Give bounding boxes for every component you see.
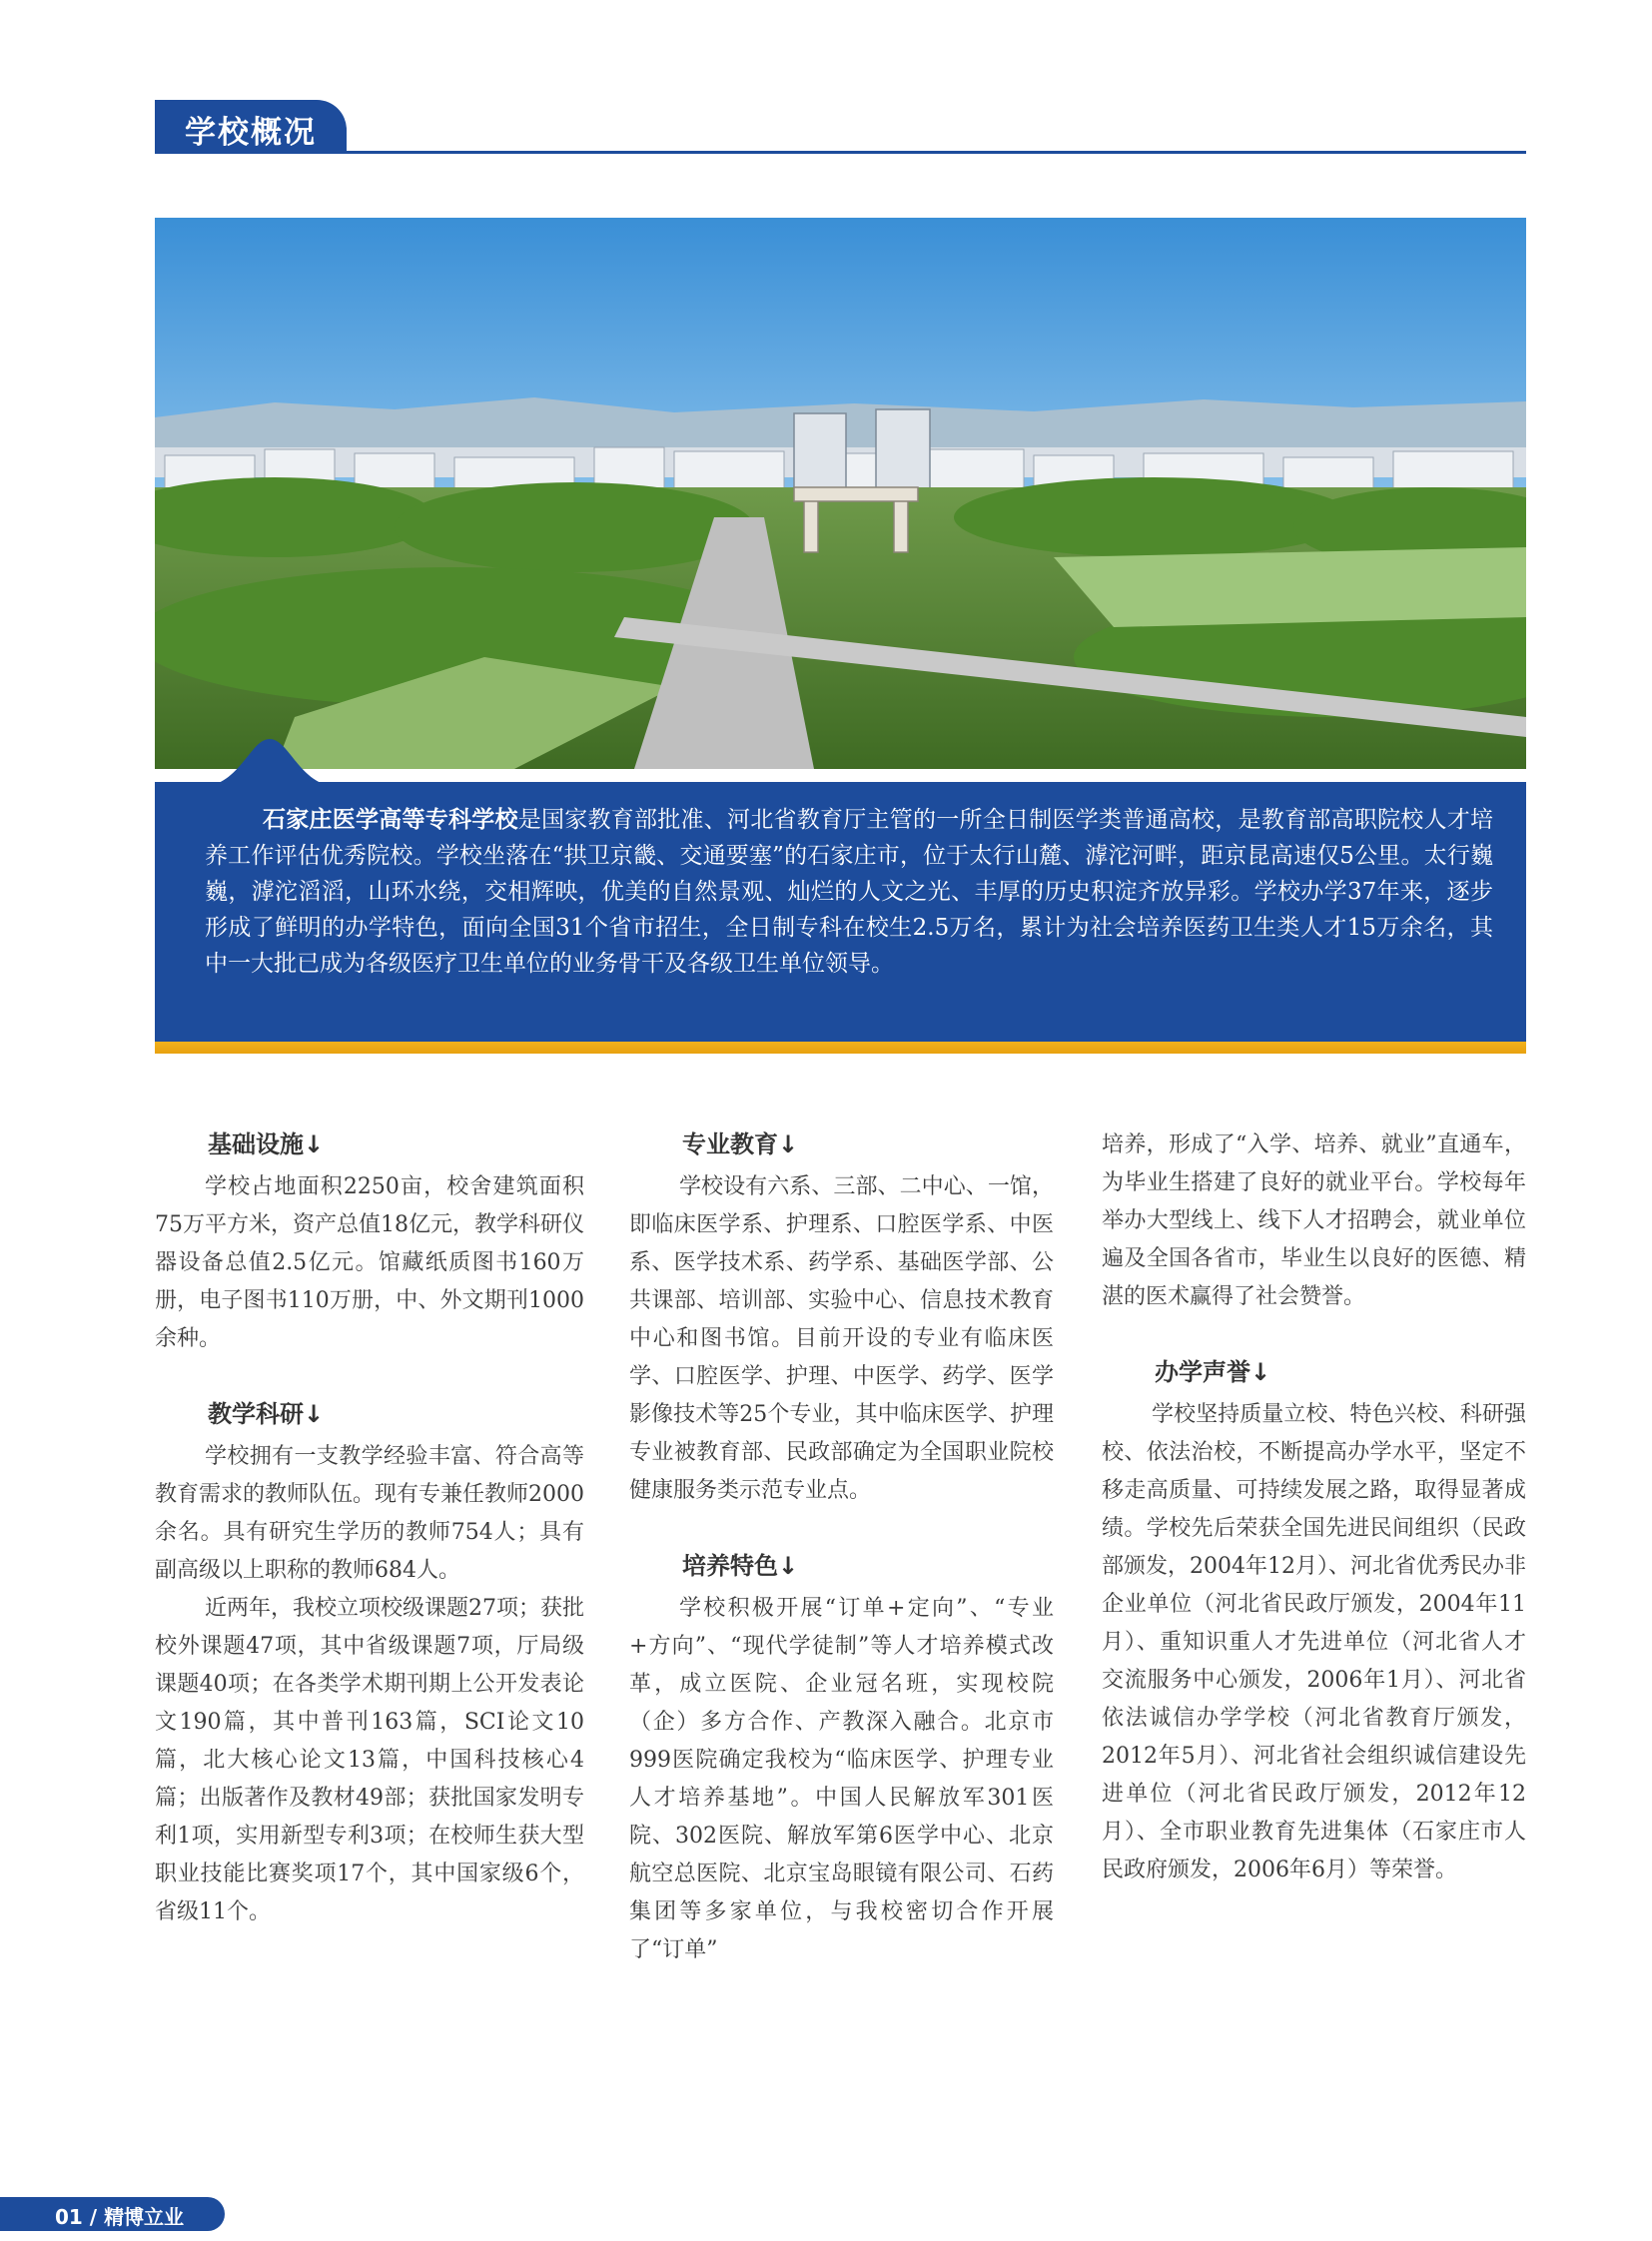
training-paragraph: 学校积极开展“订单+定向”、“专业+方向”、“现代学徒制”等人才培养模式改革，成立医院、企业冠名班，实现校院（企）多方合作、产教深入融合。北京市999医院确定我校为“临床医学、护理专业人才培养基地”。中国人民解放军301医院、302医院、解放军第6医学中心、北京航空总医院、北京宝岛眼镜有限公司、石药集团等多家单位，与我校密切合作开展了“订单” bbox=[629, 1596, 1054, 1962]
column-1 bbox=[155, 1126, 584, 1931]
column-3 bbox=[1102, 1126, 1526, 1889]
intro-notch bbox=[200, 739, 340, 787]
column-2 bbox=[629, 1126, 1054, 1969]
research-paragraph-1: 学校拥有一支教学经验丰富、符合高等教育需求的教师队伍。现有专兼任教师2000余名。具有研究生学历的教师754人；具有副高级以上职称的教师684人。 bbox=[155, 1444, 584, 1583]
intro-paragraph bbox=[205, 802, 1493, 982]
section-header-title: 学校概况 bbox=[185, 115, 317, 151]
section-header-tab bbox=[155, 100, 347, 154]
research-heading: 教学科研↓ bbox=[208, 1400, 325, 1428]
intro-accent-bar bbox=[155, 1042, 1526, 1054]
intro-body: 是国家教育部批准、河北省教育厅主管的一所全日制医学类普通高校，是教育部高职院校人才培养工作评估优秀院校。学校坐落在“拱卫京畿、交通要塞”的石家庄市，位于太行山麓、滹沱河畔，距京昆高速仅5公里。太行巍巍，滹沱滔滔，山环水绕，交相辉映，优美的自然景观、灿烂的人文之光、丰厚的历史积淀齐放异彩。学校办学37年来，逐步形成了鲜明的办学特色，面向全国31个省市招生，全日制专科在校生2.5万名，累计为社会培养医药卫生类人才15万余名，其中一大批已成为各级医疗卫生单位的业务骨干及各级卫生单位领导。 bbox=[205, 807, 1493, 977]
facilities-heading: 基础设施↓ bbox=[208, 1130, 325, 1158]
page-footer-tab bbox=[0, 2197, 225, 2231]
training-paragraph-continued: 培养，形成了“入学、培养、就业”直通车，为毕业生搭建了良好的就业平台。学校每年举办大型线上、线下人才招聘会，就业单位遍及全国各省市，毕业生以良好的医德、精湛的医术赢得了社会赞誉。 bbox=[1102, 1132, 1526, 1309]
page-number-label: 01 / 精博立业 bbox=[55, 2205, 185, 2229]
honors-heading: 办学声誉↓ bbox=[1155, 1358, 1271, 1386]
research-paragraph-2: 近两年，我校立项校级课题27项；获批校外课题47项，其中省级课题7项，厅局级课题40项；在各类学术期刊期上公开发表论文190篇，其中普刊163篇，SCI论文10篇，北大核心论文13篇，中国科技核心4篇；出版著作及教材49部；获批国家发明专利1项，实用新型专利3项；在校师生获大型职业技能比赛奖项17个，其中国家级6个，省级11个。 bbox=[155, 1596, 584, 1924]
training-heading: 培养特色↓ bbox=[682, 1552, 799, 1580]
header-divider bbox=[155, 151, 1526, 154]
majors-paragraph: 学校设有六系、三部、二中心、一馆，即临床医学系、护理系、口腔医学系、中医系、医学技术系、药学系、基础医学部、公共课部、培训部、实验中心、信息技术教育中心和图书馆。目前开设的专业有临床医学、口腔医学、护理、中医学、药学、医学影像技术等25个专业，其中临床医学、护理专业被教育部、民政部确定为全国职业院校健康服务类示范专业点。 bbox=[629, 1174, 1054, 1503]
school-name: 石家庄医学高等专科学校 bbox=[263, 807, 518, 833]
campus-aerial-photo bbox=[155, 218, 1526, 769]
facilities-paragraph: 学校占地面积2250亩，校舍建筑面积75万平方米，资产总值18亿元，教学科研仪器设备总值2.5亿元。馆藏纸质图书160万册，电子图书110万册，中、外文期刊1000余种。 bbox=[155, 1174, 584, 1351]
majors-heading: 专业教育↓ bbox=[682, 1130, 799, 1158]
honors-paragraph: 学校坚持质量立校、特色兴校、科研强校、依法治校，不断提高办学水平，坚定不移走高质量、可持续发展之路，取得显著成绩。学校先后荣获全国先进民间组织（民政部颁发，2004年12月）、河北省优秀民办非企业单位（河北省民政厅颁发，2004年11月）、重知识重人才先进单位（河北省人才交流服务中心颁发，2006年1月）、河北省依法诚信办学学校（河北省教育厅颁发，2012年5月）、河北省社会组织诚信建设先进单位（河北省民政厅颁发，2012年12月）、全市职业教育先进集体（石家庄市人民政府颁发，2006年6月）等荣誉。 bbox=[1102, 1402, 1526, 1882]
